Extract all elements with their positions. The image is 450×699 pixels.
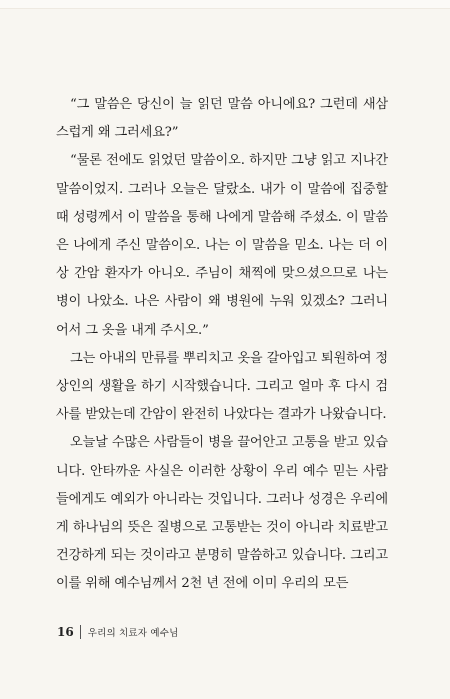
page-number: 16 — [57, 625, 74, 639]
paragraph-husband-answer: “물론 전에도 읽었던 말씀이오. 하지만 그냥 읽고 지나간 말씀이었지. 그러나 오늘은 달랐소. 내가 이 말씀에 집중할 때 성령께서 이 말씀을 통해 나에게 말씀해 주셨소. 이 말씀은 나에게 주신 말씀이오. 나는 이 말씀을 믿소. 나는 더 이상 간암 환자가 아니오. 주님이 채찍에 맞으셨으므로 나는 병이 나았소. 나은 사람이 왜 병원에 누워 있겠소? 그러니 어서 그 옷을 내게 주시오.” — [56, 153, 388, 338]
paragraph-wife-question: “그 말씀은 당신이 늘 읽던 말씀 아니에요? 그런데 새삼스럽게 왜 그러세요?” — [56, 97, 388, 141]
running-title: 우리의 치료자 예수님 — [87, 628, 179, 639]
footer-divider — [80, 625, 81, 639]
paragraph-discharge-story: 그는 아내의 만류를 뿌리치고 옷을 갈아입고 퇴원하여 정상인의 생활을 하기 시작했습니다. 그리고 얼마 후 다시 검사를 받았는데 간암이 완전히 나았다는 결과가 나왔습니다. — [56, 350, 388, 423]
paragraph-healing-message: 오늘날 수많은 사람들이 병을 끌어안고 고통을 받고 있습니다. 안타까운 사실은 이러한 상황이 우리 예수 믿는 사람들에게도 예외가 아니라는 것입니다. 그러나 성경은 우리에게 하나님의 뜻은 질병으로 고통받는 것이 아니라 치료받고 건강하게 되는 것이라고 분명히 말씀하고 있습니다. 그리고 이를 위해 예수님께서 2천 년 전에 이미 우리의 모든 — [56, 435, 388, 592]
page-footer — [57, 621, 179, 643]
body-text — [56, 91, 388, 599]
page-top-edge — [0, 0, 450, 9]
